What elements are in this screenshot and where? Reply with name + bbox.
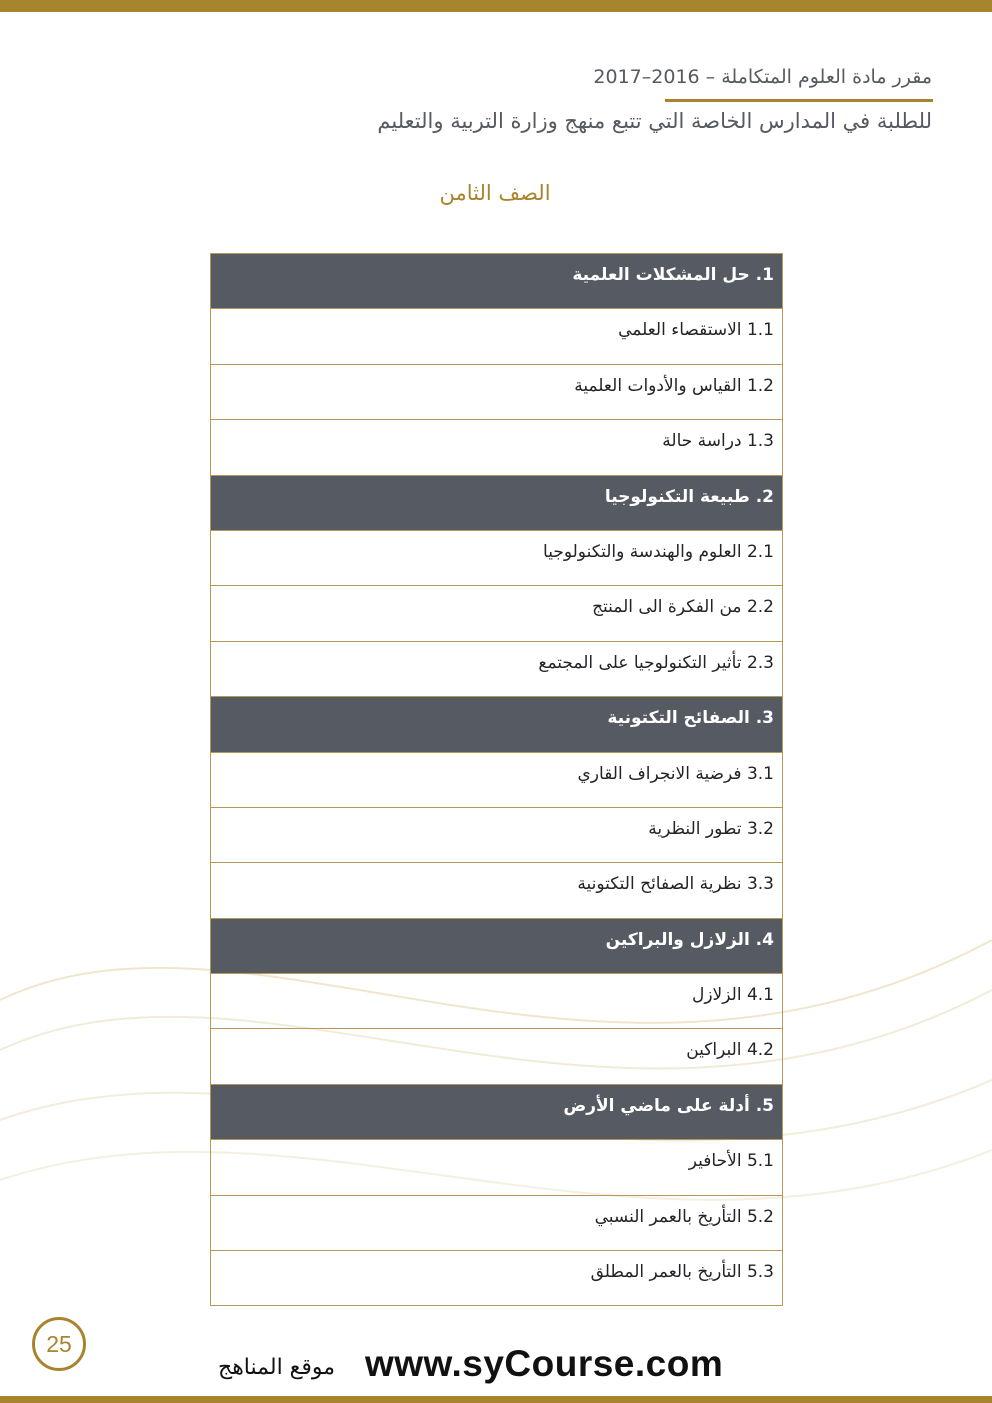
toc-table bbox=[210, 253, 783, 1306]
toc-item-row bbox=[211, 808, 782, 863]
toc-section-row bbox=[211, 254, 782, 309]
page-number-badge bbox=[32, 1317, 86, 1371]
toc-section-title: 4. الزلازل والبراكين bbox=[605, 929, 774, 950]
toc-item-title: 5.1 الأحافير bbox=[688, 1151, 774, 1172]
toc-item-row bbox=[211, 1251, 782, 1306]
toc-section-row bbox=[211, 697, 782, 752]
toc-item-row bbox=[211, 1196, 782, 1251]
toc-item-title: 3.1 فرضية الانجراف القاري bbox=[577, 763, 774, 784]
course-title: مقرر مادة العلوم المتكاملة – 2016–2017 bbox=[593, 66, 932, 88]
toc-item-row bbox=[211, 365, 782, 420]
toc-item-row bbox=[211, 420, 782, 475]
toc-item-row bbox=[211, 974, 782, 1029]
bottom-gold-bar bbox=[0, 1396, 992, 1403]
toc-item-title: 1.3 دراسة حالة bbox=[662, 431, 774, 452]
toc-item-title: 4.1 الزلازل bbox=[692, 985, 774, 1006]
toc-section-title: 2. طبيعة التكنولوجيا bbox=[604, 486, 774, 507]
toc-item-row bbox=[211, 309, 782, 364]
toc-item-row bbox=[211, 531, 782, 586]
toc-item-row bbox=[211, 586, 782, 641]
page-number: 25 bbox=[46, 1330, 72, 1357]
toc-item-title: 4.2 البراكين bbox=[686, 1040, 774, 1061]
grade-title: الصف الثامن bbox=[439, 181, 551, 205]
footer-website-link[interactable]: www.syCourse.com bbox=[365, 1343, 724, 1384]
toc-item-title: 5.3 التأريخ بالعمر المطلق bbox=[590, 1262, 774, 1283]
top-gold-bar bbox=[0, 0, 992, 12]
toc-section-title: 1. حل المشكلات العلمية bbox=[572, 265, 774, 285]
toc-item-title: 1.1 الاستقصاء العلمي bbox=[618, 320, 774, 341]
footer-site-label: موقع المناهج bbox=[218, 1355, 336, 1380]
toc-section-row bbox=[211, 476, 782, 531]
toc-item-title: 3.3 نظرية الصفائح التكتونية bbox=[577, 874, 774, 895]
toc-section-row bbox=[211, 919, 782, 974]
header-divider bbox=[665, 99, 933, 102]
toc-item-title: 3.2 تطور النظرية bbox=[648, 818, 774, 839]
toc-item-title: 2.3 تأثير التكنولوجيا على المجتمع bbox=[538, 652, 774, 673]
course-subtitle: للطلبة في المدارس الخاصة التي تتبع منهج وزارة التربية والتعليم bbox=[377, 109, 932, 133]
toc-item-row bbox=[211, 1140, 782, 1195]
toc-item-row bbox=[211, 753, 782, 808]
toc-item-row bbox=[211, 863, 782, 918]
toc-item-title: 2.1 العلوم والهندسة والتكنولوجيا bbox=[543, 541, 774, 562]
toc-section-title: 5. أدلة على ماضي الأرض bbox=[563, 1095, 774, 1116]
toc-section-title: 3. الصفائح التكتونية bbox=[607, 708, 774, 729]
toc-item-title: 2.2 من الفكرة الى المنتج bbox=[592, 597, 774, 618]
toc-item-title: 5.2 التأريخ بالعمر النسبي bbox=[594, 1206, 774, 1227]
toc-section-row bbox=[211, 1085, 782, 1140]
toc-item-row bbox=[211, 642, 782, 697]
toc-item-row bbox=[211, 1029, 782, 1084]
toc-item-title: 1.2 القياس والأدوات العلمية bbox=[574, 375, 774, 396]
